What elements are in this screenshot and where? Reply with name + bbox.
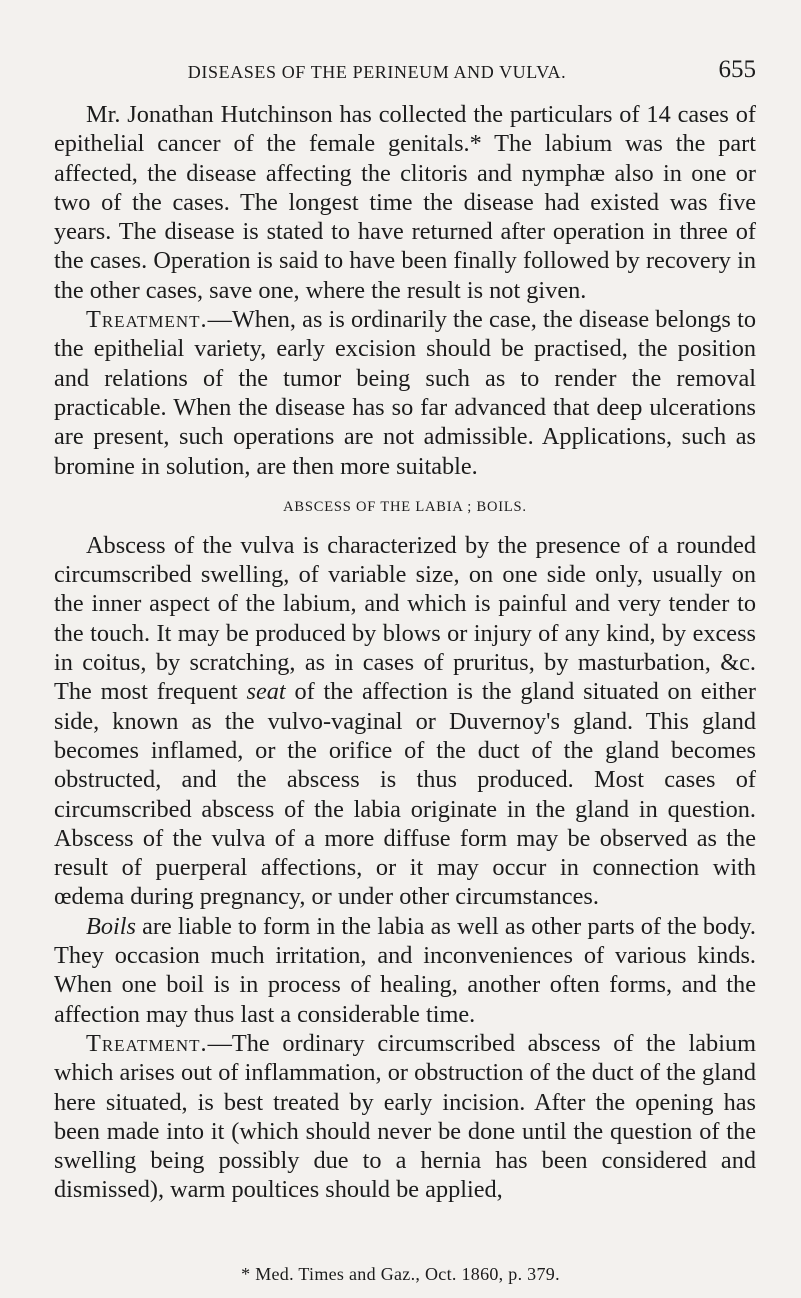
treatment-label: Treatment. [86,306,208,334]
boils-text: are liable to form in the labia as well as other parts of the body. They occasion much irritation, and inconveniences of various kinds. When one boil is in process of healing, another often forms, and the affection may thus last a considerable time. [54,912,756,1028]
footnote: * Med. Times and Gaz., Oct. 1860, p. 379. [241,1264,560,1284]
paragraph-abscess [54,531,756,912]
paragraph-hutchinson-cases: Mr. Jonathan Hutchinson has collected the particulars of 14 cases of epithelial cancer of the female genitals.* The labium was the part affected, the disease affecting the clitoris and nymphæ also in one or two of the cases. The longest time the disease had existed was five years. The disease is stated to have returned after operation in three of the cases. Operation is said to have been finally followed by recovery in the other cases, save one, where the result is not given. [54,101,756,304]
treatment-text-2: —The ordinary circumscribed abscess of the labium which arises out of inflammation, or obstruction of the duct of the gland here situated, is best treated by early incision. After the opening has been made into it (which should never be done until the question of the swelling being possibly due to a hernia has been considered and dismissed), warm poultices should be applied, [54,1029,756,1204]
page-header [88,56,756,94]
paragraph-treatment-cancer [54,305,756,481]
italic-seat: seat [246,678,286,706]
section-heading: ABSCESS OF THE LABIA ; BOILS. [283,498,527,515]
treatment-label-2: Treatment. [86,1029,208,1057]
page-number: 655 [718,56,756,83]
italic-boils: Boils [86,912,136,940]
abscess-text-end: of the affection is the gland situated on either side, known as the vulvo-vaginal or Duvernoy's gland. This gland becomes inflamed, or the orifice of the duct of the gland becomes obstructed, and the abscess is thus produced. Most cases of circumscribed abscess of the labia originate in the gland in question. Abscess of the vulva of a more diffuse form may be observed as the result of puerperal affections, or it may occur in connection with œdema during pregnancy, or under other circumstances. [54,678,756,911]
running-head: DISEASES OF THE PERINEUM AND VULVA. [187,62,567,82]
paragraph-boils [54,912,756,1029]
abscess-text-start: Abscess of the vulva is characterized by the presence of a rounded circumscribed swelling, of variable size, on one side only, usually on the inner aspect of the labium, and which is painful and very tender to the touch. It may be produced by blows or injury of any kind, by excess in coitus, by scratching, as in cases of pruritus, by masturbation, &c. The most frequent [54,531,756,706]
body-text [54,100,756,1205]
treatment-text: —When, as is ordinarily the case, the disease belongs to the epithelial variety, early excision should be practised, the position and relations of the tumor being such as to render the removal practicable. When the disease has so far advanced that deep ulcerations are present, such operations are not admissible. Applications, such as bromine in solution, are then more suitable. [54,306,756,480]
paragraph-treatment-abscess [54,1029,756,1205]
